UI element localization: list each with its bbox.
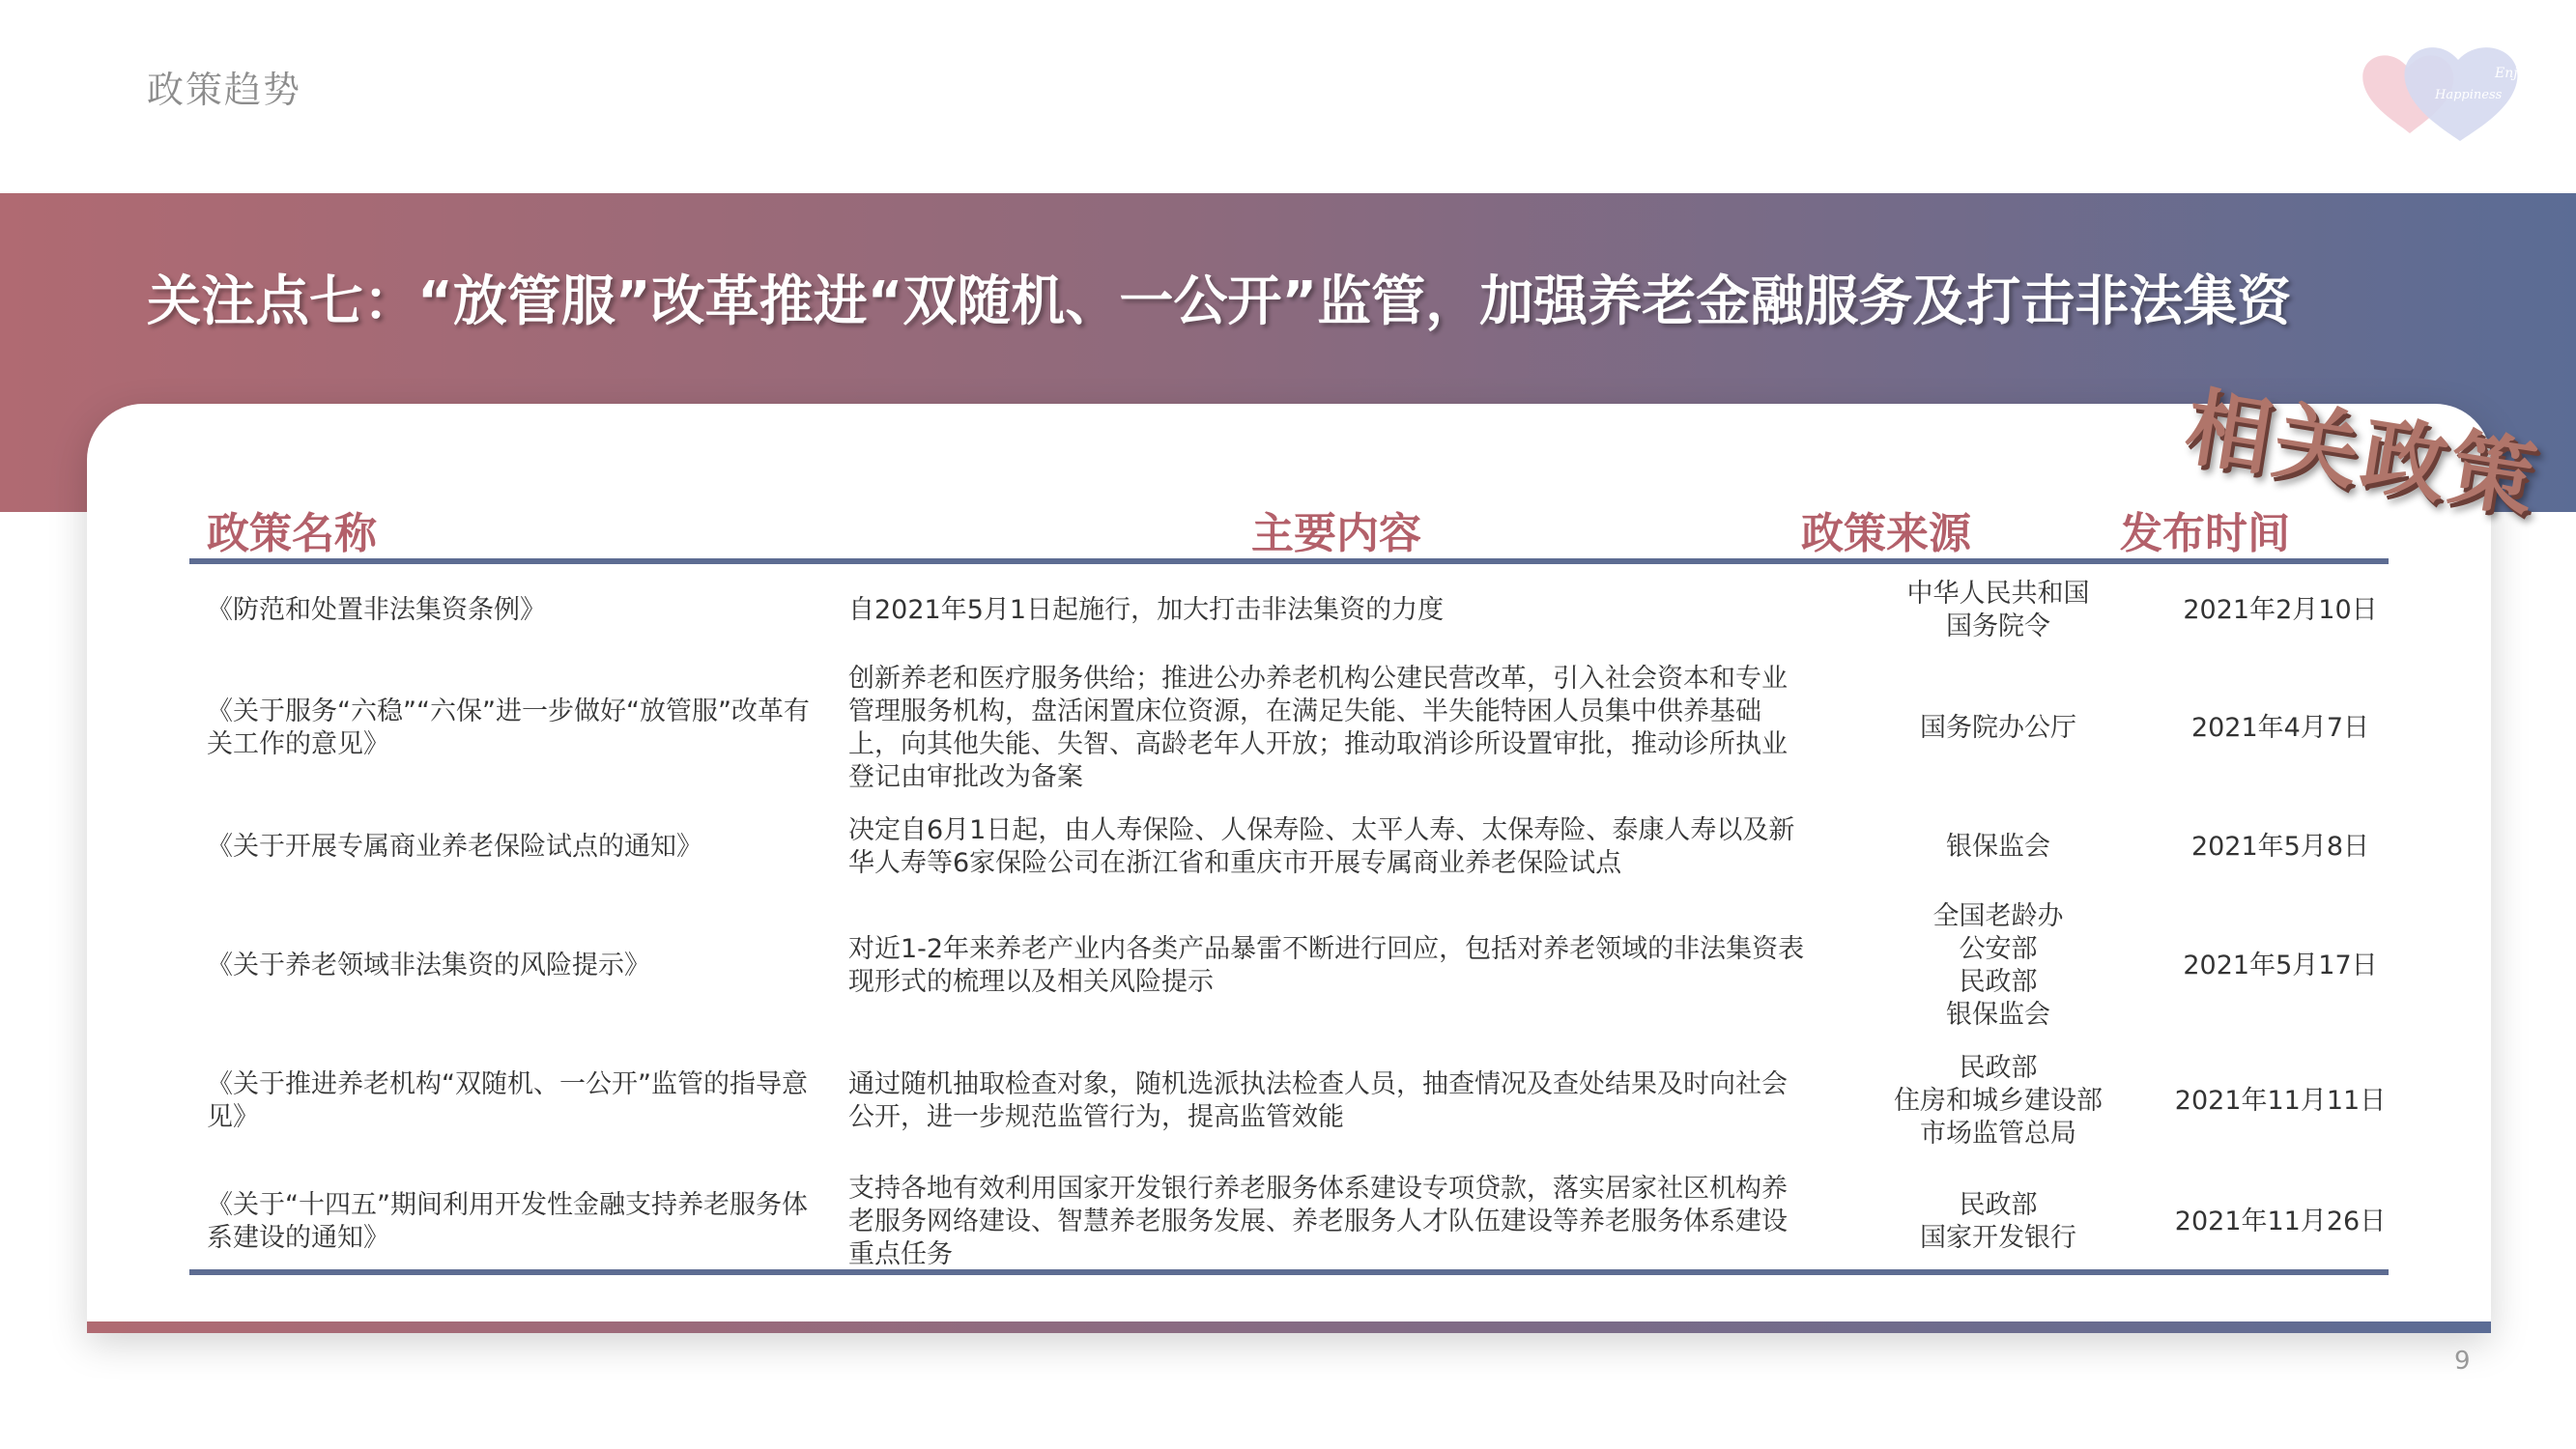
header-main-content: 主要内容 [1251, 509, 1421, 558]
card-bottom-bar [87, 1321, 2491, 1333]
logo-text-line2: Happiness [2435, 88, 2503, 102]
policy-source: 全国老龄办 公安部 民政部 银保监会 [1932, 901, 2064, 1030]
related-policy-badge: 相关政策 [2179, 376, 2546, 531]
table-row [189, 800, 2389, 895]
header-policy-name: 政策名称 [207, 509, 377, 558]
page-number: 9 [2454, 1347, 2471, 1376]
policy-name: 《关于服务“六稳”“六保”进一步做好“放管服”改革有关工作的意见》 [207, 696, 810, 759]
policy-source: 民政部 住房和城乡建设部 市场监管总局 [1894, 1053, 2103, 1149]
policy-table [189, 495, 2389, 1279]
policy-source: 国务院办公厅 [1920, 713, 2076, 743]
table-row [189, 564, 2389, 657]
policy-name: 《关于养老领域非法集资的风险提示》 [207, 951, 650, 980]
policy-content: 对近1-2年来养老产业内各类产品暴雷不断进行回应，包括对养老领域的非法集资表现形式的梳理以及相关风险提示 [848, 934, 1805, 997]
policy-source: 中华人民共和国 国务院令 [1906, 579, 2090, 641]
table-row [189, 895, 2389, 1037]
table-body [189, 564, 2389, 1279]
table-header [189, 495, 2389, 564]
header-release-date: 发布时间 [2120, 509, 2290, 558]
policy-name: 《防范和处置非法集资条例》 [207, 595, 546, 625]
policy-date: 2021年4月7日 [2190, 713, 2370, 743]
policy-content: 自2021年5月1日起施行，加大打击非法集资的力度 [848, 595, 1445, 625]
policy-content: 支持各地有效利用国家开发银行养老服务体系建设专项贷款，落实居家社区机构养老服务网络建设、智慧养老服务发展、养老服务人才队伍建设等养老服务体系建设重点任务 [848, 1174, 1788, 1269]
policy-date: 2021年11月11日 [2174, 1086, 2387, 1116]
policy-content: 决定自6月1日起，由人寿保险、人保寿险、太平人寿、太保寿险、泰康人寿以及新华人寿等6家保险公司在浙江省和重庆市开展专属商业养老保险试点 [848, 815, 1795, 878]
policy-source: 民政部 国家开发银行 [1920, 1190, 2076, 1253]
policy-content: 创新养老和医疗服务供给；推进公办养老机构公建民营改革，引入社会资本和专业管理服务机构，盘活闲置床位资源，在满足失能、半失能特困人员集中供养基础上，向其他失能、失智、高龄老年人开放；推动取消诊所设置审批，推动诊所执业登记由审批改为备案 [848, 664, 1788, 792]
policy-content: 通过随机抽取检查对象，随机选派执法检查人员，抽查情况及查处结果及时向社会公开，进一步规范监管行为，提高监管效能 [848, 1069, 1788, 1132]
policy-source: 银保监会 [1946, 832, 2050, 862]
logo-text-line1: Enjoy [2495, 66, 2533, 81]
policy-date: 2021年2月10日 [2183, 595, 2378, 625]
table-row [189, 657, 2389, 800]
policy-date: 2021年11月26日 [2174, 1207, 2387, 1236]
policy-name: 《关于开展专属商业养老保险试点的通知》 [207, 832, 702, 862]
heart-logo-icon [2350, 39, 2543, 145]
policy-name: 《关于“十四五”期间利用开发性金融支持养老服务体系建设的通知》 [207, 1190, 808, 1253]
policy-name: 《关于推进养老机构“双随机、一公开”监管的指导意见》 [207, 1069, 808, 1132]
policy-date: 2021年5月8日 [2190, 832, 2370, 862]
table-row [189, 1037, 2389, 1165]
table-bottom-rule [189, 1269, 2389, 1275]
table-row [189, 1165, 2389, 1279]
policy-date: 2021年5月17日 [2183, 951, 2378, 980]
header-policy-source: 政策来源 [1801, 509, 1971, 558]
section-label: 政策趋势 [147, 69, 302, 111]
page-title: 关注点七：“放管服”改革推进“双随机、一公开”监管，加强养老金融服务及打击非法集资 [147, 270, 2292, 333]
